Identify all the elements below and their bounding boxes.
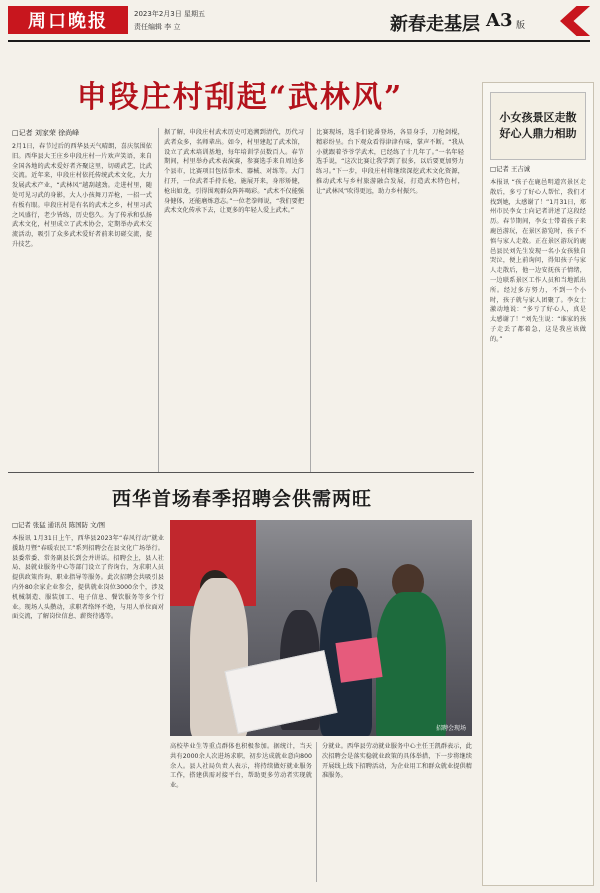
page-number: A3 — [486, 10, 513, 31]
section-title: 新春走基层 — [390, 14, 480, 35]
story1-column-2: 据了解，申段庄村武术历史可追溯到清代，历代习武者众多，名师辈出。如今，村里建起了武术馆，设立了武术培训基地，每年培训学员数百人。春节期间，村里举办武术表演赛，参赛选手来自周边多个县市，比赛项目包括拳术、器械、对练等。大门打开，一位武者手持长枪，施展开来，身形矫健，枪出如龙，引得围观群众阵阵喝彩。“武术不仅能强身健体，还能磨炼意志。”一位老拳师说，“我们要把武术文化传承下去，让更多的年轻人爱上武术。” — [164, 129, 304, 215]
photo-caption: 招聘会现场 — [435, 725, 466, 732]
story2-column-2: 高校毕业生等重点群体也积极参加。据统计，当天共有2000余人次进场求职，初步达成就业意向800余人。县人社局负责人表示，将持续做好就业服务工作，搭建供需对接平台，帮助更多劳动者实现就业。 — [170, 743, 312, 790]
column-divider — [310, 128, 311, 472]
story1-byline: □记者 刘家荣 徐尚峰 — [12, 129, 80, 137]
page-suffix: 版 — [516, 21, 526, 31]
sidebar-byline: □记者 王吉诚 — [490, 165, 531, 173]
story2-byline: □记者 张猛 通讯员 陈国防 文/图 — [12, 521, 106, 529]
story1-headline[interactable]: 申段庄村刮起“武林风” — [76, 80, 404, 115]
section-divider — [8, 472, 474, 473]
top-divider — [8, 40, 590, 42]
masthead-logo: 周口晚报 — [8, 6, 128, 34]
story1-column-3: 比赛现场，选手们轮番登场，各显身手，刀枪剑棍，精彩纷呈。台下观众看得津津有味，掌声不断。“我从小就跟着爷爷学武术，已经练了十几年了。”一名年轻选手说，“这次比赛让我学到了很多，以后要更加努力练习。”下一步，申段庄村将继续深挖武术文化资源，推动武术与乡村旅游融合发展，打造武术特色村，让“武林风”吹得更远，助力乡村振兴。 — [316, 129, 464, 195]
editor-line: 责任编辑 李 立 — [134, 23, 181, 31]
sidebar-title-line-2: 好心人鼎力相助 — [499, 127, 577, 140]
pink-flyer — [335, 637, 382, 682]
story2-column-3: 分就业。西华县劳动就业服务中心主任王凯群表示，此次招聘会是落实稳就业政策的具体举措，下一步将继续开展线上线下招聘活动，为企业用工和群众就业提供精准服务。 — [322, 743, 472, 780]
sidebar-title-box[interactable] — [490, 92, 586, 160]
story1-column-1: 2月1日，春节过后的西华县天气晴朗，喜庆氛围依旧。西华县大王庄乡申段庄村一片欢声笑语，来自全国各地的武术爱好者齐聚这里，切磋武艺，比武交流。近年来，申段庄村依托传统武术文化，大力发展武术产业，“武林风”越刮越劲。走进村里，随处可见习武的身影，大人小孩舞刀弄枪，一招一式有板有眼。申段庄村是有名的武术之乡，村里习武之风盛行，老少皆练，历史悠久。为了传承和弘扬武术文化，村里成立了武术协会，定期举办武术交流活动，吸引了众多武术爱好者前来切磋交流，提升技艺。 — [12, 143, 152, 248]
column-divider — [158, 128, 159, 472]
person-figure — [376, 592, 446, 736]
sidebar-text: 本报讯 “孩子在鹿邑明道宫景区走散后，多亏了好心人帮忙，我们才找到她，太感谢了！”1月31日，郑州市民李女士向记者讲述了这段经历。春节期间，李女士带着孩子来鹿邑游玩，在景区游览时，孩子不慎与家人走散。正在景区游玩的鹿邑县民刘先生发现一名小女孩独自哭泣，便上前询问，得知孩子与家人走散后，他一边安抚孩子情绪，一边联系景区工作人员和当地派出所。经过多方努力，不到一个小时，孩子就与家人团聚了。李女士激动地说：“多亏了好心人，真是太感谢了！”刘先生说：“谁家的孩子走丢了都着急，这是我应该做的。” — [490, 179, 586, 343]
sidebar-title-line-1: 小女孩景区走散 — [499, 111, 577, 124]
story2-headline[interactable]: 西华首场春季招聘会供需两旺 — [111, 488, 372, 510]
column-divider — [316, 742, 317, 882]
date-line: 2023年2月3日 星期五 — [134, 10, 205, 18]
arrow-left-icon — [560, 6, 590, 36]
job-fair-photo[interactable] — [170, 520, 472, 736]
story2-column-1: 本报讯 1月31日上午，西华县2023年“春风行动”就业援助月暨“春暖农民工”系列招聘会在县文化广场举行。县委常委、常务副县长到会并讲话。招聘会上，县人社局、县就业服务中心等部门设立了咨询台，为求职人员提供政策咨询、职业指导等服务。此次招聘会共吸引县内外80余家企业参会，提供就业岗位3000余个，涉及机械制造、服装加工、电子信息、餐饮服务等多个行业。现场人头攒动，求职者络绎不绝，与用人单位面对面交流，了解岗位信息、薪资待遇等。 — [12, 535, 164, 621]
